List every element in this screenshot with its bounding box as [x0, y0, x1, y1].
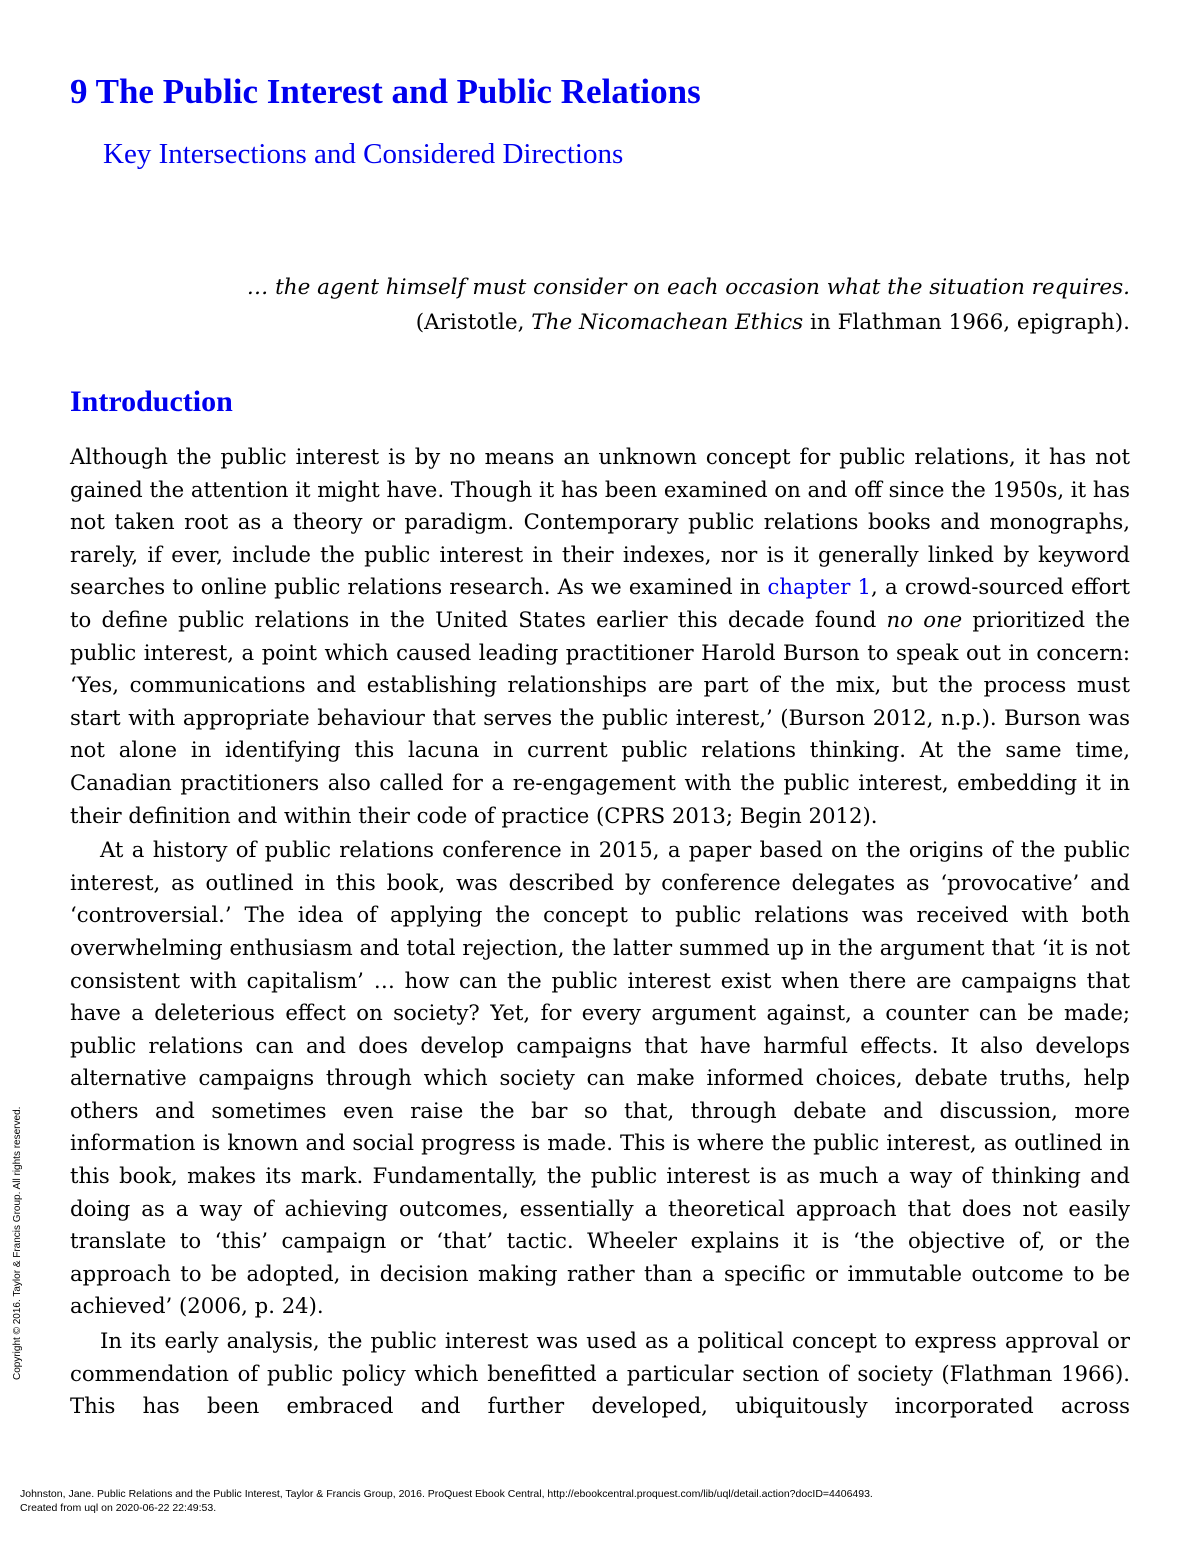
- paragraph-1-part-3: prioritized the public interest, a point which caused leading practitioner Harold Burson to speak out in concern: ‘Yes, communications and establishing relationships are part of the mix, but the process must start with appropriate behaviour that serves the public interest,’ (Burson 2012, n.p.). Burson was not alone in identifying this lacuna in current public relations thinking. At the same time, Canadian practitioners also called for a re-engagement with the public interest, embedding it in their definition and within their code of practice (CPRS 2013; Begin 2012).: [70, 606, 1131, 828]
- epigraph: [247, 270, 1130, 340]
- epigraph-quote: … the agent himself must consider on each occasion what the situation requires.: [246, 275, 1130, 300]
- paragraph-1: [70, 441, 1130, 832]
- paragraph-1-part-2: , a crowd-sourced effort to define public relations in the United States earlier this decade found: [70, 574, 1130, 632]
- paragraph-1-part-1: Although the public interest is by no means an unknown concept for public relations, it has not gained the attention it might have. Though it has been examined on and off since the 1950s, it has not taken root as a theory or paradigm. Contemporary public relations books and monographs, rarely, if ever, include the public interest in their indexes, nor is it generally linked by keyword searches to online public relations research. As we examined in: [70, 444, 1130, 600]
- attribution-book-title: The Nicomachean Ethics: [531, 310, 804, 335]
- section-heading: Introduction: [70, 385, 233, 418]
- body-text: [70, 441, 1130, 1423]
- footer-line-2: Created from uql on 2020-06-22 22:49:53.: [20, 1502, 217, 1514]
- chapter-title: 9 The Public Interest and Public Relations: [70, 72, 701, 111]
- emphasis-no-one: no one: [886, 606, 963, 632]
- chapter-subtitle: Key Intersections and Considered Directions: [103, 138, 624, 170]
- copyright-notice: [12, 1106, 23, 1390]
- footer-line-1: Johnston, Jane. Public Relations and the Public Interest, Taylor & Francis Group, 2016. ProQuest Ebook Central, http://ebookcentral.proquest.com/lib/uql/detail.action?docID=4406493.: [20, 1488, 873, 1500]
- paragraph-2: At a history of public relations conference in 2015, a paper based on the origins of the public interest, as outlined in this book, was described by conference delegates as ‘provocative’ and ‘controversial.’ The idea of applying the concept to public relations was received with both overwhelming enthusiasm and total rejection, the latter summed up in the argument that ‘it is not consistent with capitalism’ … how can the public interest exist when there are campaigns that have a deleterious effect on society? Yet, for every argument against, a counter can be made; public relations can and does develop campaigns that have harmful effects. It also develops alternative campaigns through which society can make informed choices, debate truths, help others and sometimes even raise the bar so that, through debate and discussion, more information is known and social progress is made. This is where the public interest, as outlined in this book, makes its mark. Fundamentally, the public interest is as much a way of thinking and doing as a way of achieving outcomes, essentially a theoretical approach that does not easily translate to ‘this’ campaign or ‘that’ tactic. Wheeler explains it is ‘the objective of, or the approach to be adopted, in decision making rather than a specific or immutable outcome to be achieved’ (2006, p. 24).: [70, 837, 1130, 1319]
- epigraph-attribution: [247, 305, 1130, 340]
- paragraph-3: In its early analysis, the public interest was used as a political concept to express approval or commendation of public policy which benefitted a particular section of society (Flathman 1966). This has been embraced and further developed, ubiquitously incorporated across: [70, 1328, 1130, 1419]
- copyright-text: Copyright © 2016. Taylor & Francis Group. All rights reserved.: [12, 1106, 23, 1380]
- attribution-prefix: (Aristotle,: [415, 310, 532, 335]
- attribution-suffix: in Flathman 1966, epigraph).: [803, 310, 1130, 335]
- footer-citation: [20, 1487, 873, 1515]
- chapter-1-link[interactable]: chapter 1: [767, 574, 872, 600]
